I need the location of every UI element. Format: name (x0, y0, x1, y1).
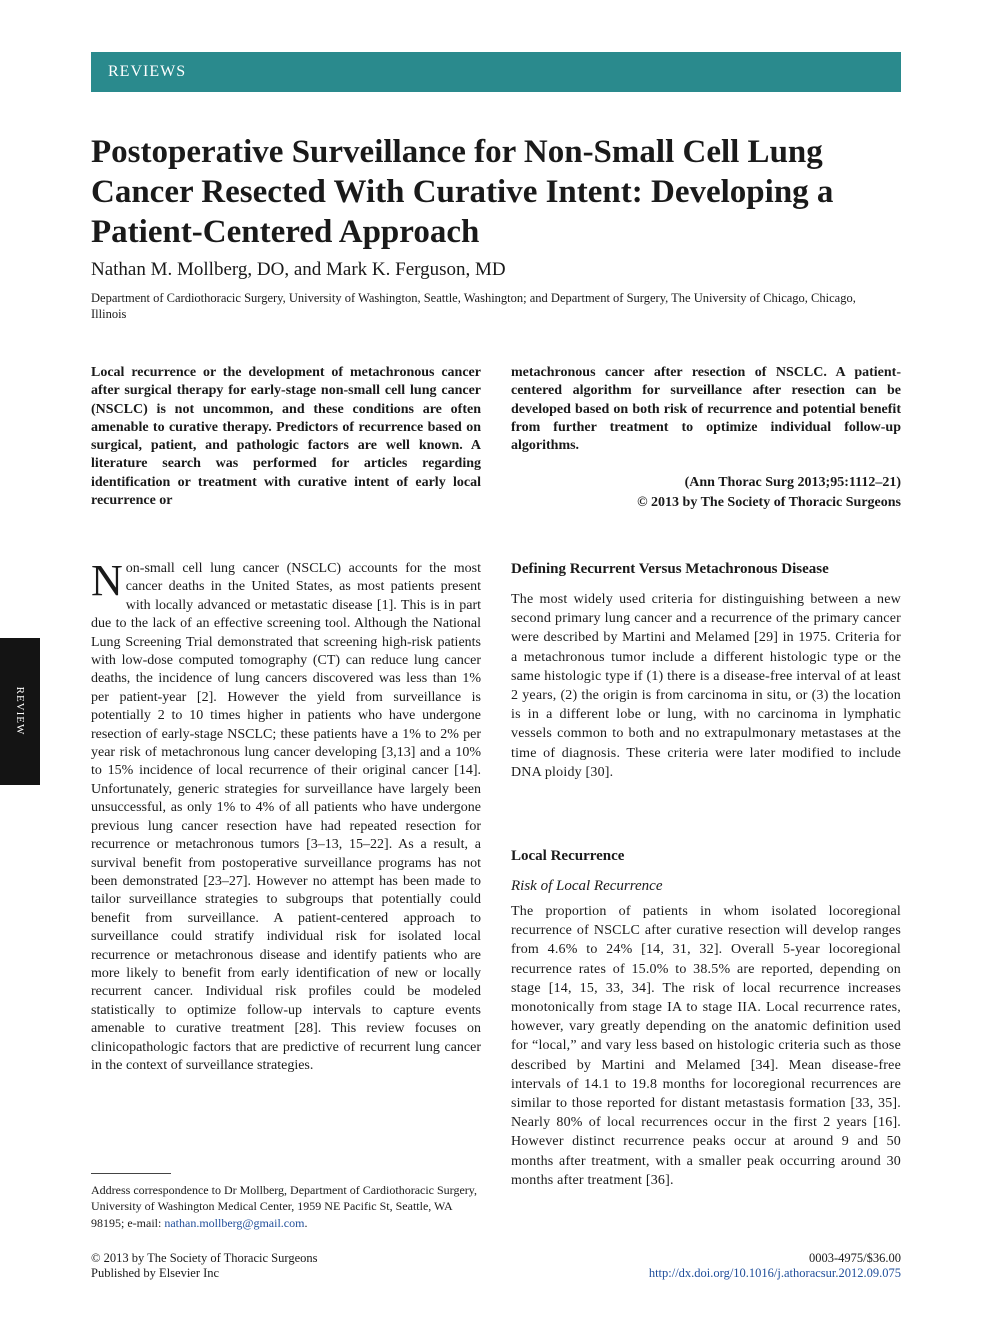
footer-publisher: Published by Elsevier Inc (91, 1266, 220, 1280)
doi-link[interactable]: http://dx.doi.org/10.1016/j.athoracsur.2012.09.075 (648, 1266, 901, 1280)
footnote-end: . (304, 1215, 308, 1230)
email-link[interactable]: nathan.mollberg@gmail.com (164, 1215, 305, 1230)
footer-copyright: © 2013 by The Society of Thoracic Surgeons (91, 1251, 318, 1265)
abstract-right: metachronous cancer after resection of NSCLC. A patient-centered algorithm for surveillance after resection can be developed based on both risk of recurrence and potential benefit from further treatment to optimize individual follow-up algorithms. (511, 365, 901, 454)
citation-journal: (Ann Thorac Surg 2013;95:1112–21) (684, 475, 901, 490)
section-banner (91, 52, 901, 92)
authors: Nathan M. Mollberg, DO, and Mark K. Ferguson, MD (91, 259, 506, 280)
section-heading-recurrent-vs-metachronous: Defining Recurrent Versus Metachronous Disease (511, 561, 829, 577)
side-tab (0, 638, 40, 785)
subsection-heading-risk: Risk of Local Recurrence (511, 878, 663, 894)
section2-text: The proportion of patients in whom isolated locoregional recurrence of NSCLC after curative resection will develop ranges from 4.6% to 24% [14, 31, 32]. Overall 5-year locoregional recurrence rates of 15.0% to 38.5% are reported, depending on stage [14, 15, 33, 34]. The risk of local recurrence increases monotonically from stage IA to stage IIA. Local recurrence rates, however, vary greatly depending on the anatomic definition used for “local,” and vary less based on histologic criteria such as those described by Martini and Melamed [34]. Mean disease-free intervals of 14.1 to 19.8 months for locoregional recurrences are similar to those reported for distant metastasis formation [33, 35]. Nearly 80% of local recurrences occur in the first 2 years [16]. However distinct recurrence peaks occur at around 9 and 50 months after treatment, with a smaller peak occurring around 30 months after treatment [36]. (511, 904, 901, 1188)
article-title: Postoperative Surveillance for Non-Small Cell Lung Cancer Resected With Curative Intent: Developing a Patient-Centered Approach (91, 134, 834, 250)
intro-paragraph (91, 556, 481, 1075)
citation-copyright: © 2013 by The Society of Thoracic Surgeons (637, 495, 901, 510)
footer-issn: 0003-4975/$36.00 (808, 1251, 901, 1265)
footer-left (91, 1251, 317, 1281)
citation (511, 473, 901, 513)
intro-text: on-small cell lung cancer (NSCLC) accounts for the most cancer deaths in the United States, as most patients present with locally advanced or metastatic disease [1]. This is in part due to the lack of an effective screening tool. Although the National Lung Screening Trial demonstrated that screening high-risk patients with low-dose computed tomography (CT) can reduce lung cancer deaths, the incidence of lung cancers discovered was less than 1% per patient-year [2]. However the yield from surveillance is potentially 2 to 10 times higher in patients who have undergone resection of early-stage NSCLC; these patients have a 1% to 2% per year risk of metachronous lung cancer developing [3,13] and a 10% to 15% incidence of local recurrence of their original cancer [14]. Unfortunately, generic strategies for surveillance have largely been unsuccessful, as only 1% to 4% of all patients who have undergone previous lung cancer resection have had repeated resection for recurrence or metachronous tumors [3–13, 15–22]. As a result, a survival benefit from postoperative surveillance programs has not been demonstrated [23–27]. However no attempt has been made to tailor surveillance strategies to subgroups that potentially could benefit from surveillance. A patient-centered approach to surveillance could stratify individual risk for isolated local recurrence or metachronous disease and identify patients who are more likely to benefit from early identification of new or locally recurrent cancer. Individual risk profiles could be modeled statistically to optimize follow-up intervals to capture events amenable to curative treatment [28]. This review focuses on clinicopathologic factors that are predictive of recurrent lung cancer in the context of surveillance strategies. (91, 561, 481, 1073)
footnote-rule (91, 1173, 171, 1174)
abstract-left: Local recurrence or the development of metachronous cancer after surgical therapy for early-stage non-small cell lung cancer (NSCLC) is not uncommon, and these conditions are often amenable to curative therapy. Predictors of recurrence based on surgical, patient, and pathologic factors are well known. A literature search was performed for articles regarding identification or treatment with curative intent of early local recurrence or (91, 365, 481, 509)
drop-cap: N (91, 556, 123, 605)
section1-text: The most widely used criteria for distinguishing between a new second primary lung cancer and a recurrence of the primary cancer were described by Martini and Melamed [29] in 1975. Criteria for a metachronous tumor include a different histologic type or the same histologic type if (1) there is a disease-free interval of at least 2 years, (2) the origin is from carcinoma in situ, or (3) the location is in a different lobe or lung, with no carcinoma in lymphatic vessels common to both and no extrapulmonary metastases at the time of diagnosis. These criteria were later modified to include DNA ploidy [30]. (511, 592, 901, 780)
footnote-text: Address correspondence to Dr Mollberg, Department of Cardiothoracic Surgery, University of Washington Medical Center, 1959 NE Pacific St, Seattle, WA 98195; e-mail: (91, 1183, 477, 1230)
affiliation: Department of Cardiothoracic Surgery, University of Washington, Seattle, Washington; and Department of Surgery, The University of Chicago, Chicago, Illinois (91, 291, 856, 321)
footer-right (560, 1251, 901, 1281)
banner-label: REVIEWS (108, 63, 187, 80)
correspondence-footnote (91, 1182, 481, 1231)
side-tab-label: REVIEW (14, 686, 26, 736)
section-heading-local-recurrence: Local Recurrence (511, 848, 625, 864)
